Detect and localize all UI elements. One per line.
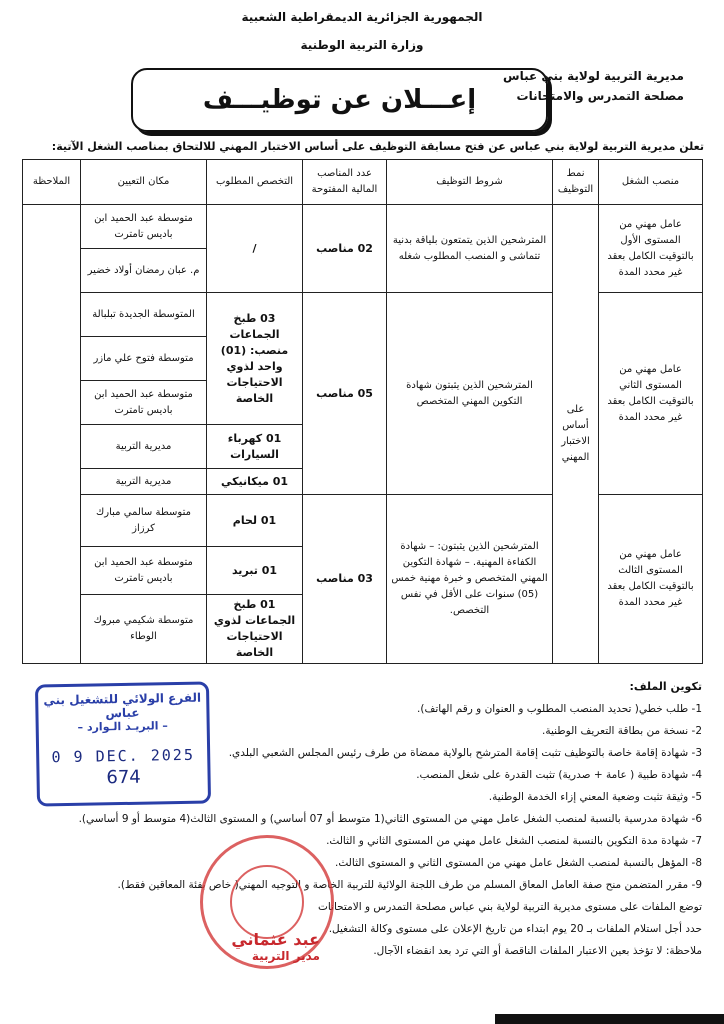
positions-table	[22, 159, 703, 664]
file-item: 2- نسخة من بطاقة التعريف الوطنية.	[542, 725, 702, 737]
place-cell: المتوسطة الجديدة تبلبالة	[81, 293, 207, 337]
header-place: مكان التعيين	[81, 160, 207, 205]
file-item: 6- شهادة مدرسية بالنسبة لمنصب الشغل عامل مهني من المستوى الثاني(1 متوسط أو 07 أساسي) و المستوى الثالث(4 متوسط أو 9 أساسي).	[78, 813, 702, 825]
stamp-label: – البريـد الـوارد –	[77, 719, 168, 734]
notes-cell	[23, 205, 81, 664]
file-item: 4- شهادة طبية ( عامة + صدرية) تثبت القدرة على شغل المنصب.	[416, 769, 702, 781]
specialty-cell: 01 ميكانيكي	[207, 469, 303, 495]
table-row	[23, 205, 703, 249]
directorate-name: مديرية التربية لولاية بني عباس	[503, 69, 684, 83]
mode-cell: على أساس الاختبار المهني	[553, 205, 599, 664]
place-cell: متوسطة سالمي مبارك كرزاز	[81, 495, 207, 547]
table-row	[23, 495, 703, 547]
header-conditions: شروط التوظيف	[387, 160, 553, 205]
file-item: 9- مقرر المتضمن منح صفة العامل المعاق المسلم من طرف اللجنة الولائية للتربية الخاصة و التوجيه المهني( خاص بفئة المعاقين فقط).	[117, 879, 702, 891]
specialty-cell: 01 طبخ الجماعات لذوي الاحتياجات الخاصة	[207, 595, 303, 664]
service-name: مصلحة التمدرس والامتحانات	[516, 89, 684, 103]
announcement-title: إعـــلان عن توظيـــف	[131, 68, 548, 132]
signature-role: مدير التربية	[251, 949, 320, 963]
specialty-cell: 03 طبخ الجماعات منصب: (01) واحد لذوي الاحتياجات الخاصة	[207, 293, 303, 425]
file-deadline-note: حدد أجل استلام الملفات بـ 20 يوم ابتداء من تاريخ الإعلان على مستوى وكالة التشغيل.	[328, 923, 702, 935]
file-deposit-note: توضع الملفات على مستوى مديرية التربية لولاية بني عباس مصلحة التمدرس و الامتحانات	[317, 901, 702, 913]
director-signature	[40, 930, 320, 990]
header-count: عدد المناصب المالية المفتوحة	[303, 160, 387, 205]
place-cell: متوسطة عبد الحميد ابن باديس تامترت	[81, 381, 207, 425]
stamp-date: 0 9 DEC. 2025	[51, 745, 196, 767]
post-cell: عامل مهني من المستوى الثالث بالتوقيت الكامل بعقد غير محدد المدة	[599, 495, 703, 664]
place-cell: مديرية التربية	[81, 425, 207, 469]
post-cell: عامل مهني من المستوى الأول بالتوقيت الكامل بعقد غير محدد المدة	[599, 205, 703, 293]
conditions-cell: المترشحين الذين يثبتون شهادة التكوين المهني المتخصص	[387, 293, 553, 495]
signature-name: عبد عثماني	[231, 930, 320, 949]
seal-emblem	[230, 865, 304, 939]
place-cell: متوسطة شكيمي مبروك الوطاء	[81, 595, 207, 664]
conditions-cell: المترشحين الذين يثبتون: – شهادة الكفاءة المهنية. – شهادة التكوين المهني المتخصص و خبرة مهنية خمس (05) سنوات على الأقل في نفس التخصص.	[387, 495, 553, 664]
conditions-cell: المترشحين الذين يتمتعون بلياقة بدنية تتماشى و المنصب المطلوب شغله	[387, 205, 553, 293]
file-heading: تكوين الملف:	[629, 680, 702, 693]
specialty-cell: 01 لحام	[207, 495, 303, 547]
ministry-header: وزارة التربية الوطنية	[300, 38, 424, 52]
table-row	[23, 293, 703, 337]
file-item: 3- شهادة إقامة خاصة بالتوظيف تثبت إقامة المترشح بالولاية ممضاة من طرف رئيس المجلس الشعبي البلدي.	[228, 747, 702, 759]
header-notes: الملاحظة	[23, 160, 81, 205]
header-specialty: التخصص المطلوب	[207, 160, 303, 205]
place-cell: متوسطة فتوح علي مازر	[81, 337, 207, 381]
file-item: 1- طلب خطي( تحديد المنصب المطلوب و العنوان و رقم الهاتف).	[417, 703, 702, 715]
specialty-cell: /	[207, 205, 303, 293]
header-post: منصب الشغل	[599, 160, 703, 205]
header-mode: نمط التوظيف	[553, 160, 599, 205]
incoming-mail-stamp	[35, 681, 211, 806]
place-cell: مديرية التربية	[81, 469, 207, 495]
file-item: 5- وثيقة تثبت وضعية المعني إزاء الخدمة الوطنية.	[488, 791, 702, 803]
count-cell: 05 مناصب	[303, 293, 387, 495]
place-cell: متوسطة عبد الحميد ابن باديس تامترت	[81, 547, 207, 595]
count-cell: 02 مناصب	[303, 205, 387, 293]
file-remark: ملاحظة: لا تؤخذ بعين الاعتبار الملفات الناقصة أو التي ترد بعد انقضاء الآجال.	[373, 945, 702, 957]
stamp-office: الفرع الولائي للتشغيل بني عباس	[43, 690, 202, 721]
post-cell: عامل مهني من المستوى الثاني بالتوقيت الكامل بعقد غير محدد المدة	[599, 293, 703, 495]
intro-text: تعلن مديرية التربية لولاية بني عباس عن فتح مسابقة التوظيف على أساس الاختبار المهني للالتحاق بمناصب الشغل الآتية:	[51, 140, 704, 153]
page-edge-bar	[495, 1014, 724, 1024]
table-header-row	[23, 160, 703, 205]
file-item: 7- شهادة مدة التكوين بالنسبة لمنصب الشغل عامل مهني من المستوى الثاني و الثالث.	[326, 835, 702, 847]
file-item: 8- المؤهل بالنسبة لمنصب الشغل عامل مهني من المستوى الثاني و المستوى الثالث.	[335, 857, 702, 869]
specialty-cell: 01 كهرباء السيارات	[207, 425, 303, 469]
count-cell: 03 مناصب	[303, 495, 387, 664]
stamp-number: 674	[106, 766, 141, 789]
place-cell: م. عبان رمضان أولاد خضير	[81, 249, 207, 293]
republic-header: الجمهورية الجزائرية الديمقراطية الشعبية	[241, 10, 483, 24]
specialty-cell: 01 تبريد	[207, 547, 303, 595]
place-cell: متوسطة عبد الحميد ابن باديس تامترت	[81, 205, 207, 249]
